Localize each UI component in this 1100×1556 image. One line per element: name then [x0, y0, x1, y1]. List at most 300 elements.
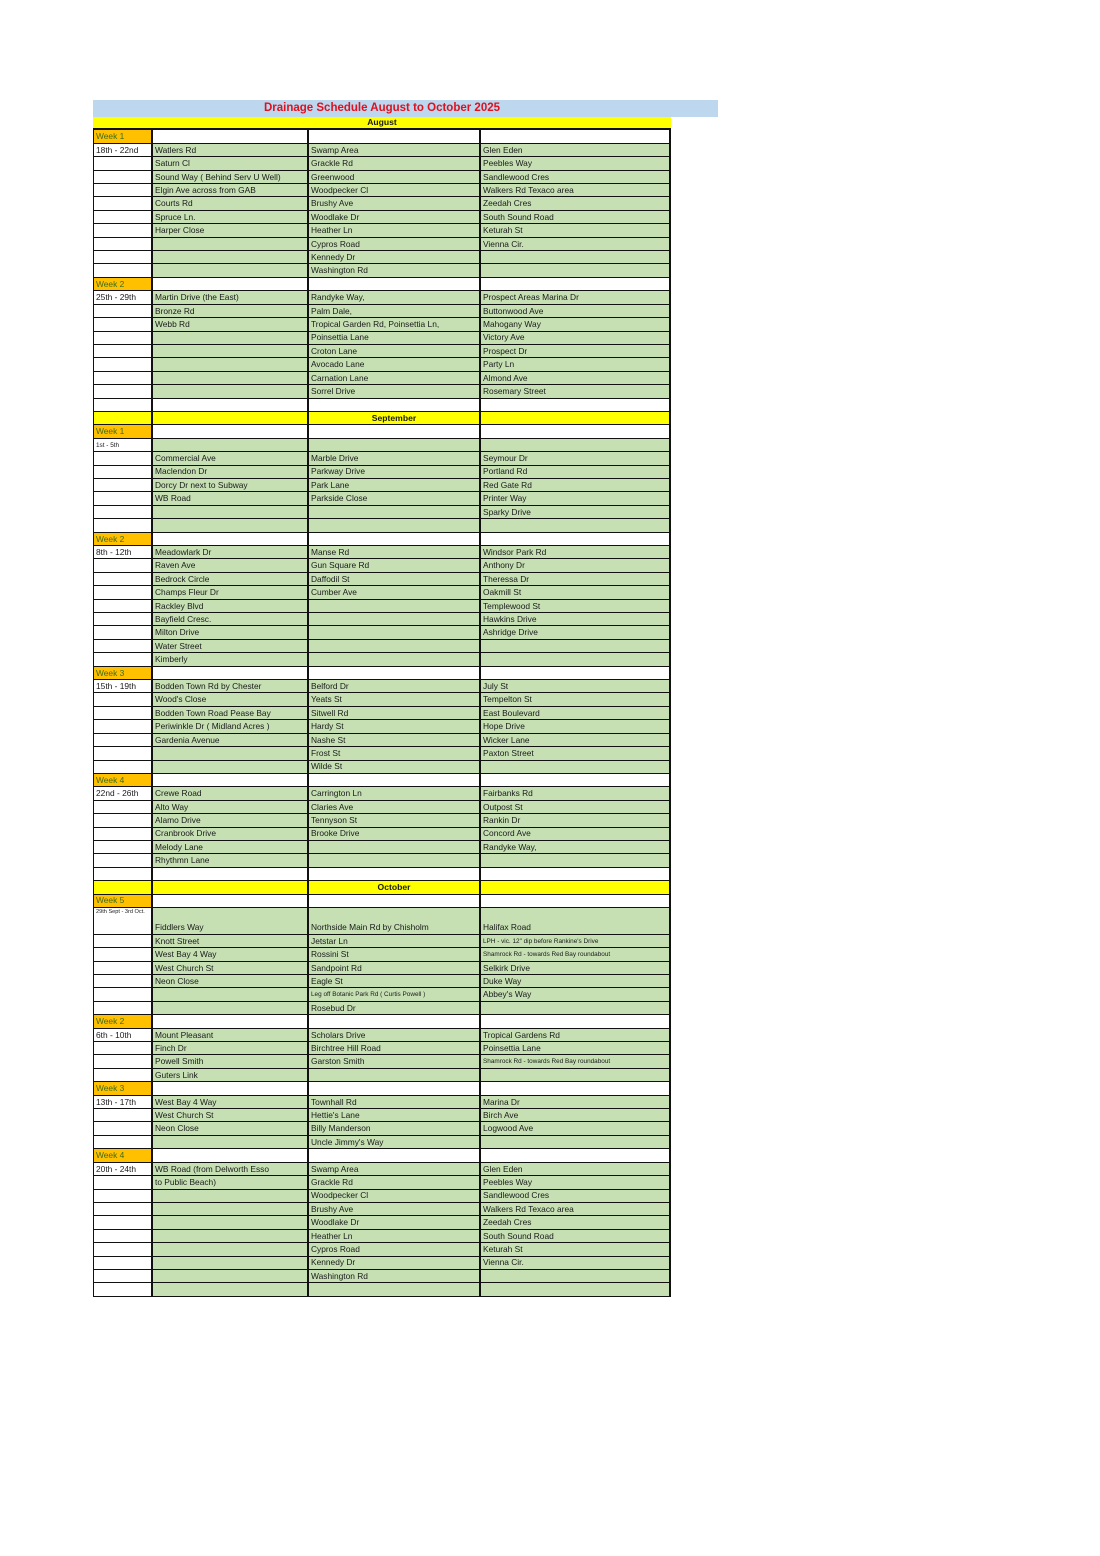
date-range — [93, 1203, 153, 1216]
street-cell — [481, 519, 671, 532]
date-range — [93, 814, 153, 827]
street-cell: Knott Street — [153, 935, 309, 948]
street-cell: Keturah St — [481, 224, 671, 237]
date-range — [93, 613, 153, 626]
month-header-blank — [153, 881, 309, 894]
street-cell: Belford Dr — [309, 680, 481, 693]
street-cell: Cypros Road — [309, 1243, 481, 1256]
street-cell: Concord Ave — [481, 828, 671, 841]
date-range — [93, 332, 153, 345]
table-row — [93, 197, 671, 210]
street-cell: Crewe Road — [153, 787, 309, 800]
week-row — [93, 278, 671, 291]
blank-cell — [481, 1015, 671, 1028]
blank-row — [93, 399, 671, 412]
date-range — [93, 626, 153, 639]
street-cell — [153, 1283, 309, 1296]
table-row — [93, 1042, 671, 1055]
blank-cell — [481, 533, 671, 546]
street-cell: Meadowlark Dr — [153, 546, 309, 559]
street-cell — [153, 251, 309, 264]
table-row — [93, 1163, 671, 1176]
street-cell — [481, 854, 671, 867]
street-cell: Anthony Dr — [481, 559, 671, 572]
street-cell: Cumber Ave — [309, 586, 481, 599]
street-cell: Hardy St — [309, 720, 481, 733]
table-row — [93, 1190, 671, 1203]
street-cell: Uncle Jimmy's Way — [309, 1136, 481, 1149]
street-cell: Water Street — [153, 640, 309, 653]
date-range — [93, 559, 153, 572]
date-range — [93, 211, 153, 224]
street-cell: Brooke Drive — [309, 828, 481, 841]
street-cell: Brushy Ave — [309, 1203, 481, 1216]
street-cell: Sandpoint Rd — [309, 962, 481, 975]
table-row — [93, 1216, 671, 1229]
street-cell: South Sound Road — [481, 1230, 671, 1243]
week-label: Week 4 — [93, 1149, 153, 1162]
street-cell: Rosemary Street — [481, 385, 671, 398]
street-cell: Tropical Gardens Rd — [481, 1029, 671, 1042]
street-cell: Logwood Ave — [481, 1122, 671, 1135]
date-range — [93, 1002, 153, 1015]
table-row — [93, 519, 671, 532]
street-cell — [481, 653, 671, 666]
table-row — [93, 224, 671, 237]
table-row — [93, 948, 671, 961]
week-row — [93, 1149, 671, 1162]
table-row — [93, 747, 671, 760]
street-cell: Washington Rd — [309, 1270, 481, 1283]
blank-cell — [309, 130, 481, 143]
street-cell: Rankin Dr — [481, 814, 671, 827]
blank-cell — [481, 667, 671, 680]
date-range — [93, 653, 153, 666]
street-cell: Sound Way ( Behind Serv U Well) — [153, 171, 309, 184]
street-cell: Glen Eden — [481, 144, 671, 157]
street-cell: Alamo Drive — [153, 814, 309, 827]
street-cell: Saturn Cl — [153, 157, 309, 170]
street-cell: Woodlake Dr — [309, 211, 481, 224]
date-range: 13th - 17th — [93, 1096, 153, 1109]
date-range — [93, 1216, 153, 1229]
table-row — [93, 1069, 671, 1082]
table-row — [93, 613, 671, 626]
date-range — [93, 184, 153, 197]
street-cell: Maclendon Dr — [153, 466, 309, 479]
street-cell: Almond Ave — [481, 372, 671, 385]
table-row — [93, 761, 671, 774]
date-range — [93, 479, 153, 492]
blank-row — [93, 868, 671, 881]
blank-cell — [481, 895, 671, 908]
week-row — [93, 1082, 671, 1095]
week-row — [93, 533, 671, 546]
street-cell: Tropical Garden Rd, Poinsettia Ln, — [309, 318, 481, 331]
street-cell — [153, 506, 309, 519]
table-row — [93, 828, 671, 841]
street-cell: Carnation Lane — [309, 372, 481, 385]
street-cell: Greenwood — [309, 171, 481, 184]
street-cell: Vienna Cir. — [481, 1257, 671, 1270]
street-cell: Alto Way — [153, 801, 309, 814]
street-cell: West Bay 4 Way — [153, 1096, 309, 1109]
street-cell: Carrington Ln — [309, 787, 481, 800]
street-cell — [309, 613, 481, 626]
table-row — [93, 640, 671, 653]
street-cell: Fairbanks Rd — [481, 787, 671, 800]
street-cell: Bronze Rd — [153, 305, 309, 318]
blank-cell — [153, 399, 309, 412]
street-cell: Bodden Town Road Pease Bay — [153, 707, 309, 720]
blank-cell — [481, 130, 671, 143]
street-cell — [481, 1136, 671, 1149]
table-row — [93, 332, 671, 345]
street-cell — [153, 747, 309, 760]
street-cell: to Public Beach) — [153, 1176, 309, 1189]
date-range — [93, 1069, 153, 1082]
street-cell — [153, 372, 309, 385]
table-row — [93, 653, 671, 666]
street-cell: Zeedah Cres — [481, 1216, 671, 1229]
date-range: 29th Sept - 3rd Oct. — [93, 908, 153, 935]
date-range: 8th - 12th — [93, 546, 153, 559]
table-row — [93, 492, 671, 505]
street-cell: Finch Dr — [153, 1042, 309, 1055]
street-cell: Duke Way — [481, 975, 671, 988]
street-cell: Ashridge Drive — [481, 626, 671, 639]
street-cell: Wilde St — [309, 761, 481, 774]
street-cell — [153, 1257, 309, 1270]
street-cell: Cranbrook Drive — [153, 828, 309, 841]
street-cell — [309, 506, 481, 519]
table-row — [93, 559, 671, 572]
street-cell: Tennyson St — [309, 814, 481, 827]
table-row — [93, 600, 671, 613]
street-cell: Raven Ave — [153, 559, 309, 572]
street-cell — [481, 1069, 671, 1082]
street-cell: Marina Dr — [481, 1096, 671, 1109]
street-cell: Frost St — [309, 747, 481, 760]
date-range — [93, 345, 153, 358]
street-cell: Gun Square Rd — [309, 559, 481, 572]
month-header-blank — [153, 412, 309, 425]
street-cell: West Church St — [153, 1109, 309, 1122]
table-row — [93, 372, 671, 385]
street-cell: Glen Eden — [481, 1163, 671, 1176]
blank-cell — [153, 533, 309, 546]
street-cell: Woodlake Dr — [309, 1216, 481, 1229]
street-cell: Avocado Lane — [309, 358, 481, 371]
street-cell: Tempelton St — [481, 693, 671, 706]
table-row — [93, 1203, 671, 1216]
date-range — [93, 1055, 153, 1068]
table-row — [93, 345, 671, 358]
table-row — [93, 1055, 671, 1068]
street-cell — [153, 519, 309, 532]
street-cell: Randyke Way, — [481, 841, 671, 854]
table-row — [93, 573, 671, 586]
street-cell: Periwinkle Dr ( Midland Acres ) — [153, 720, 309, 733]
table-row — [93, 1136, 671, 1149]
street-cell — [153, 238, 309, 251]
table-row — [93, 908, 671, 935]
table-row — [93, 962, 671, 975]
street-cell: Neon Close — [153, 975, 309, 988]
table-row — [93, 1002, 671, 1015]
blank-cell — [481, 1082, 671, 1095]
street-cell — [481, 761, 671, 774]
street-cell: Bedrock Circle — [153, 573, 309, 586]
table-row — [93, 586, 671, 599]
street-cell — [153, 358, 309, 371]
street-cell: Bayfield Cresc. — [153, 613, 309, 626]
street-cell: WB Road — [153, 492, 309, 505]
date-range — [93, 358, 153, 371]
month-header-row — [93, 412, 671, 425]
table-row — [93, 358, 671, 371]
street-cell: LPH - vic. 12" dip before Rankine's Drive — [481, 935, 671, 948]
street-cell: Keturah St — [481, 1243, 671, 1256]
street-cell — [153, 1136, 309, 1149]
street-cell — [153, 385, 309, 398]
table-row — [93, 975, 671, 988]
date-range — [93, 305, 153, 318]
street-cell: Portland Rd — [481, 466, 671, 479]
blank-cell — [93, 868, 153, 881]
street-cell — [481, 1283, 671, 1296]
blank-cell — [309, 774, 481, 787]
street-cell: Halifax Road — [481, 908, 671, 935]
week-row — [93, 130, 671, 143]
street-cell: Claries Ave — [309, 801, 481, 814]
street-cell: Jetstar Ln — [309, 935, 481, 948]
street-cell: Party Ln — [481, 358, 671, 371]
street-cell: East Boulevard — [481, 707, 671, 720]
street-cell — [309, 626, 481, 639]
street-cell: Parkway Drive — [309, 466, 481, 479]
street-cell: Victory Ave — [481, 332, 671, 345]
street-cell: Melody Lane — [153, 841, 309, 854]
date-range — [93, 761, 153, 774]
table-row — [93, 211, 671, 224]
blank-cell — [153, 425, 309, 438]
table-row — [93, 184, 671, 197]
street-cell: Eagle St — [309, 975, 481, 988]
street-cell: Outpost St — [481, 801, 671, 814]
blank-cell — [309, 667, 481, 680]
street-cell: Birchtree Hill Road — [309, 1042, 481, 1055]
date-range — [93, 828, 153, 841]
street-cell: Walkers Rd Texaco area — [481, 184, 671, 197]
street-cell: Abbey's Way — [481, 988, 671, 1001]
table-row — [93, 1257, 671, 1270]
street-cell: Swamp Area — [309, 1163, 481, 1176]
street-cell: Peebles Way — [481, 1176, 671, 1189]
date-range — [93, 519, 153, 532]
street-cell: Garston Smith — [309, 1055, 481, 1068]
street-cell: Sitwell Rd — [309, 707, 481, 720]
date-range — [93, 1122, 153, 1135]
date-range — [93, 600, 153, 613]
street-cell: Kennedy Dr — [309, 251, 481, 264]
date-range: 22nd - 26th — [93, 787, 153, 800]
street-cell — [309, 640, 481, 653]
date-range — [93, 693, 153, 706]
street-cell — [481, 264, 671, 277]
street-cell: Sparky Drive — [481, 506, 671, 519]
date-range — [93, 224, 153, 237]
date-range — [93, 1190, 153, 1203]
blank-cell — [309, 1015, 481, 1028]
date-range — [93, 251, 153, 264]
street-cell — [153, 988, 309, 1001]
street-cell — [153, 332, 309, 345]
week-label: Week 3 — [93, 1082, 153, 1095]
street-cell: Grackle Rd — [309, 157, 481, 170]
month-header: September — [309, 412, 481, 425]
street-cell — [309, 653, 481, 666]
date-range — [93, 962, 153, 975]
date-range — [93, 264, 153, 277]
street-cell: Grackle Rd — [309, 1176, 481, 1189]
table-row — [93, 157, 671, 170]
date-range: 6th - 10th — [93, 1029, 153, 1042]
table-row — [93, 291, 671, 304]
street-cell: Webb Rd — [153, 318, 309, 331]
street-cell: Commercial Ave — [153, 452, 309, 465]
street-cell: Guters Link — [153, 1069, 309, 1082]
street-cell: Kennedy Dr — [309, 1257, 481, 1270]
street-cell — [153, 264, 309, 277]
street-cell: Nashe St — [309, 734, 481, 747]
table-row — [93, 439, 671, 452]
street-cell: Prospect Areas Marina Dr — [481, 291, 671, 304]
street-cell: Poinsettia Lane — [309, 332, 481, 345]
street-cell: Croton Lane — [309, 345, 481, 358]
street-cell — [309, 600, 481, 613]
date-range — [93, 1270, 153, 1283]
street-cell — [153, 1270, 309, 1283]
street-cell — [481, 439, 671, 452]
blank-cell — [481, 425, 671, 438]
week-row — [93, 895, 671, 908]
date-range — [93, 720, 153, 733]
table-row — [93, 814, 671, 827]
table-row — [93, 452, 671, 465]
street-cell — [153, 439, 309, 452]
street-cell: Powell Smith — [153, 1055, 309, 1068]
blank-cell — [309, 425, 481, 438]
date-range — [93, 1243, 153, 1256]
table-row — [93, 506, 671, 519]
month-header: October — [309, 881, 481, 894]
street-cell: Manse Rd — [309, 546, 481, 559]
month-header: August — [93, 117, 671, 130]
table-row — [93, 1109, 671, 1122]
street-cell — [153, 345, 309, 358]
street-cell — [153, 1216, 309, 1229]
street-cell: Northside Main Rd by Chisholm — [309, 908, 481, 935]
date-range: 15th - 19th — [93, 680, 153, 693]
date-range — [93, 1109, 153, 1122]
date-range — [93, 975, 153, 988]
table-row — [93, 546, 671, 559]
street-cell: July St — [481, 680, 671, 693]
street-cell — [481, 1002, 671, 1015]
street-cell: Wood's Close — [153, 693, 309, 706]
date-range — [93, 238, 153, 251]
date-range — [93, 466, 153, 479]
street-cell — [309, 519, 481, 532]
street-cell: Sandlewood Cres — [481, 1190, 671, 1203]
blank-cell — [481, 278, 671, 291]
table-row — [93, 171, 671, 184]
street-cell: Zeedah Cres — [481, 197, 671, 210]
street-cell: Kimberly — [153, 653, 309, 666]
street-cell — [309, 439, 481, 452]
week-label: Week 2 — [93, 533, 153, 546]
date-range — [93, 988, 153, 1001]
table-row — [93, 1096, 671, 1109]
table-row — [93, 988, 671, 1001]
blank-cell — [153, 278, 309, 291]
date-range: 18th - 22nd — [93, 144, 153, 157]
table-row — [93, 707, 671, 720]
street-cell: Seymour Dr — [481, 452, 671, 465]
street-cell — [309, 841, 481, 854]
week-row — [93, 667, 671, 680]
table-row — [93, 479, 671, 492]
date-range — [93, 640, 153, 653]
street-cell: Walkers Rd Texaco area — [481, 1203, 671, 1216]
street-cell: Spruce Ln. — [153, 211, 309, 224]
date-range — [93, 707, 153, 720]
street-cell: Vienna Cir. — [481, 238, 671, 251]
street-cell: Washington Rd — [309, 264, 481, 277]
date-range: 20th - 24th — [93, 1163, 153, 1176]
blank-cell — [153, 1015, 309, 1028]
street-cell: Parkside Close — [309, 492, 481, 505]
street-cell: Gardenia Avenue — [153, 734, 309, 747]
street-cell — [481, 640, 671, 653]
street-cell — [153, 1230, 309, 1243]
street-cell: Park Lane — [309, 479, 481, 492]
date-range — [93, 492, 153, 505]
blank-cell — [481, 774, 671, 787]
street-cell: Courts Rd — [153, 197, 309, 210]
street-cell: Mahogany Way — [481, 318, 671, 331]
date-range — [93, 318, 153, 331]
date-range — [93, 1176, 153, 1189]
street-cell: Selkirk Drive — [481, 962, 671, 975]
street-cell: Woodpecker Cl — [309, 184, 481, 197]
street-cell: Hettie's Lane — [309, 1109, 481, 1122]
street-cell: Rackley Blvd — [153, 600, 309, 613]
table-row — [93, 1029, 671, 1042]
street-cell — [153, 761, 309, 774]
table-row — [93, 1230, 671, 1243]
page-title: Drainage Schedule August to October 2025 — [263, 102, 501, 114]
date-range — [93, 801, 153, 814]
street-cell: Shamrock Rd - towards Red Bay roundabout — [481, 1055, 671, 1068]
week-label: Week 3 — [93, 667, 153, 680]
table-row — [93, 385, 671, 398]
date-range — [93, 854, 153, 867]
street-cell: Hope Drive — [481, 720, 671, 733]
week-label: Week 2 — [93, 278, 153, 291]
table-row — [93, 801, 671, 814]
